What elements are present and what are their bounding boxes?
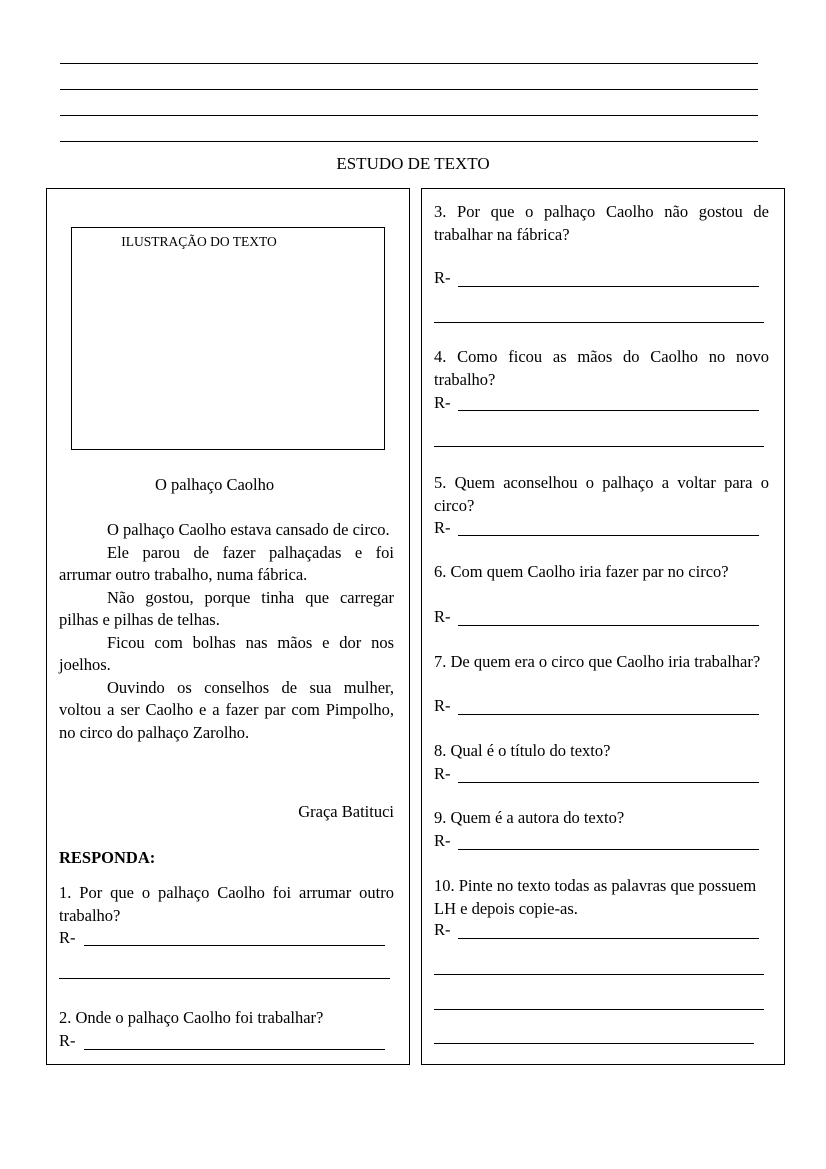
story-author: Graça Batituci [298, 802, 394, 821]
writing-line-top-1[interactable] [60, 63, 758, 64]
answer-prefix: R- [434, 920, 451, 939]
page-title: ESTUDO DE TEXTO [336, 154, 490, 173]
answer-line[interactable] [434, 1009, 764, 1010]
illustration-box[interactable] [71, 227, 385, 450]
answer-line[interactable] [434, 322, 764, 323]
question-4: 4. Como ficou as mãos do Caolho no novo trabalho? [434, 347, 769, 389]
answer-line[interactable] [458, 849, 759, 850]
question-3: 3. Por que o palhaço Caolho não gostou de trabalhar na fábrica? [434, 202, 769, 244]
answer-line[interactable] [458, 938, 759, 939]
answer-line[interactable] [458, 782, 759, 783]
story-paragraph: Ele parou de fazer palhaçadas e foi arrumar outro trabalho, numa fábrica. [59, 542, 394, 584]
question-2: 2. Onde o palhaço Caolho foi trabalhar? [59, 1008, 324, 1027]
story-paragraph: Ficou com bolhas nas mãos e dor nos joelhos. [59, 632, 394, 674]
writing-line-top-4[interactable] [60, 141, 758, 142]
answer-prefix: R- [434, 764, 451, 783]
answer-prefix: R- [59, 1031, 76, 1050]
story-text [59, 519, 394, 744]
answer-line[interactable] [434, 1043, 754, 1044]
question-8: 8. Qual é o título do texto? [434, 741, 611, 760]
question-10: 10. Pinte no texto todas as palavras que possuem LH e depois copie-as. [434, 876, 757, 918]
answer-prefix: R- [59, 928, 76, 947]
left-column [46, 188, 410, 1065]
writing-line-top-3[interactable] [60, 115, 758, 116]
answer-line[interactable] [434, 974, 764, 975]
answer-prefix: R- [434, 831, 451, 850]
answer-line[interactable] [458, 410, 759, 411]
answer-line[interactable] [84, 1049, 385, 1050]
question-9: 9. Quem é a autora do texto? [434, 808, 625, 827]
answer-line[interactable] [458, 535, 759, 536]
question-6: 6. Com quem Caolho iria fazer par no circo? [434, 562, 729, 581]
story-paragraph: O palhaço Caolho estava cansado de circo. [107, 520, 390, 539]
answer-prefix: R- [434, 518, 451, 537]
story-title: O palhaço Caolho [155, 475, 275, 494]
answer-line[interactable] [59, 978, 390, 979]
question-5: 5. Quem aconselhou o palhaço a voltar para o circo? [434, 473, 769, 515]
answer-line[interactable] [434, 446, 764, 447]
answer-line[interactable] [458, 625, 759, 626]
illustration-label: ILUSTRAÇÃO DO TEXTO [121, 234, 277, 249]
answer-line[interactable] [458, 286, 759, 287]
question-7: 7. De quem era o circo que Caolho iria trabalhar? [434, 652, 761, 671]
answer-prefix: R- [434, 393, 451, 412]
writing-line-top-2[interactable] [60, 89, 758, 90]
story-paragraph: Ouvindo os conselhos de sua mulher, voltou a ser Caolho e a fazer par com Pimpolho, no circo do palhaço Zarolho. [59, 677, 394, 742]
right-column [421, 188, 785, 1065]
question-1: 1. Por que o palhaço Caolho foi arrumar outro trabalho? [59, 883, 394, 925]
answer-prefix: R- [434, 696, 451, 715]
answer-prefix: R- [434, 268, 451, 287]
answer-line[interactable] [458, 714, 759, 715]
respond-heading: RESPONDA: [59, 848, 156, 867]
answer-line[interactable] [84, 945, 385, 946]
story-paragraph: Não gostou, porque tinha que carregar pilhas e pilhas de telhas. [59, 587, 394, 629]
answer-prefix: R- [434, 607, 451, 626]
